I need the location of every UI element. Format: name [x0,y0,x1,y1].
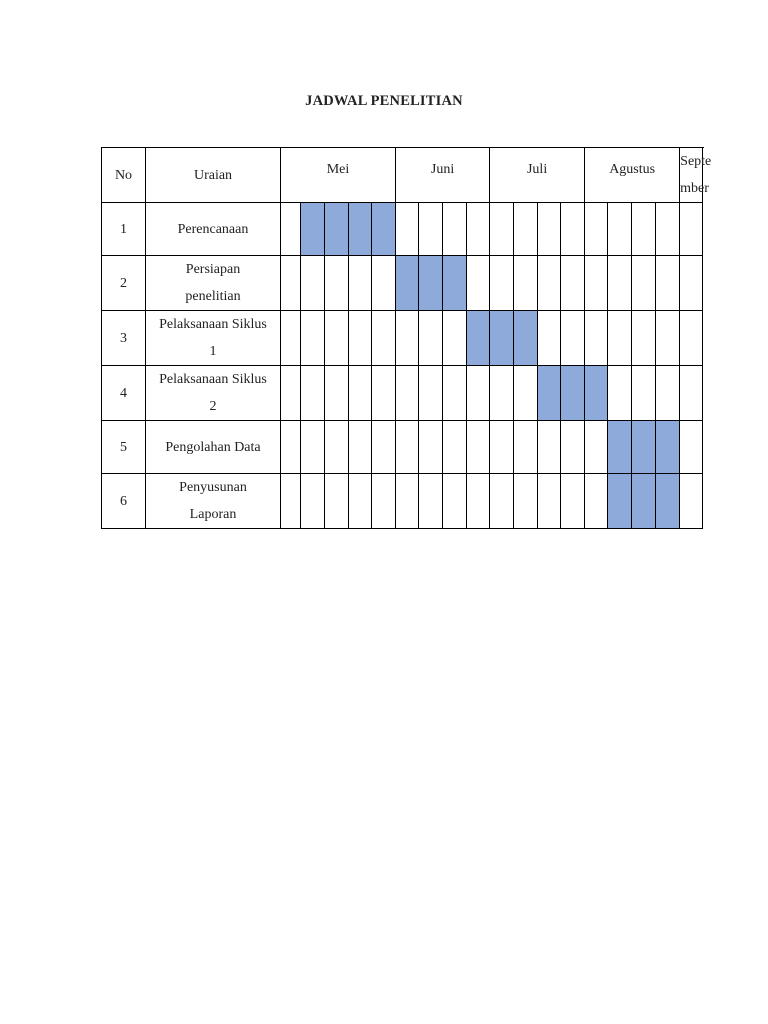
schedule-cell-filled [443,256,467,311]
table-row [102,474,703,529]
schedule-cell [467,421,490,474]
schedule-cell [301,474,325,529]
schedule-cell [490,203,514,256]
schedule-cell [608,256,632,311]
schedule-cell [680,366,703,421]
schedule-cell [656,203,680,256]
schedule-cell-filled [608,421,632,474]
schedule-cell [281,474,301,529]
schedule-cell-filled [349,203,372,256]
row-number: 3 [102,311,146,366]
schedule-cell [585,256,608,311]
schedule-cell [680,256,703,311]
schedule-cell [443,421,467,474]
schedule-cell-filled [561,366,585,421]
schedule-cell [538,474,561,529]
row-uraian: Pelaksanaan Siklus 2 [146,366,281,421]
schedule-cell [608,311,632,366]
month-header-agustus: Agustus [585,148,680,203]
schedule-cell-filled [585,366,608,421]
schedule-cell [467,203,490,256]
schedule-cell [608,366,632,421]
schedule-cell [281,366,301,421]
schedule-cell [514,203,538,256]
schedule-cell [632,366,656,421]
schedule-cell [561,311,585,366]
schedule-cell [349,421,372,474]
schedule-cell [490,474,514,529]
schedule-cell [490,421,514,474]
schedule-cell-filled [301,203,325,256]
header-no: No [102,148,146,203]
schedule-cell-filled [632,421,656,474]
schedule-cell [467,256,490,311]
row-number: 5 [102,421,146,474]
schedule-cell [301,311,325,366]
schedule-cell [301,256,325,311]
schedule-cell-filled [514,311,538,366]
schedule-cell [680,474,703,529]
schedule-cell [514,474,538,529]
schedule-cell [561,421,585,474]
schedule-cell [443,474,467,529]
schedule-cell [680,203,703,256]
schedule-cell [396,474,419,529]
schedule-cell [656,366,680,421]
schedule-cell [656,256,680,311]
schedule-cell [419,366,443,421]
schedule-cell-filled [490,311,514,366]
schedule-cell-filled [608,474,632,529]
schedule-cell [585,311,608,366]
row-uraian: Penyusunan Laporan [146,474,281,529]
schedule-cell [349,474,372,529]
schedule-cell [585,421,608,474]
schedule-cell [656,311,680,366]
schedule-cell [538,421,561,474]
schedule-cell [632,311,656,366]
table-row [102,421,703,474]
row-number: 1 [102,203,146,256]
schedule-cell [490,256,514,311]
schedule-cell-filled [656,421,680,474]
row-number: 2 [102,256,146,311]
schedule-cell-filled [467,311,490,366]
schedule-cell [561,474,585,529]
header-uraian: Uraian [146,148,281,203]
schedule-cell [467,474,490,529]
table-row [102,203,703,256]
row-uraian: Perencanaan [146,203,281,256]
schedule-cell [419,421,443,474]
row-uraian: Pelaksanaan Siklus 1 [146,311,281,366]
row-number: 4 [102,366,146,421]
schedule-cell [608,203,632,256]
schedule-cell [281,311,301,366]
schedule-cell [281,203,301,256]
schedule-cell [372,311,396,366]
schedule-cell [443,366,467,421]
schedule-cell-filled [419,256,443,311]
schedule-cell [585,474,608,529]
schedule-table [101,147,712,529]
schedule-cell [514,421,538,474]
schedule-cell [419,474,443,529]
schedule-cell [325,311,349,366]
schedule-cell-filled [632,474,656,529]
header-row [102,148,703,203]
table-row [102,311,703,366]
schedule-cell [325,256,349,311]
schedule-cell [301,366,325,421]
schedule-cell [349,366,372,421]
document-title: JADWAL PENELITIAN [305,93,463,109]
schedule-cell [396,311,419,366]
schedule-cell [419,203,443,256]
schedule-cell [325,366,349,421]
schedule-cell [538,311,561,366]
schedule-cell [490,366,514,421]
schedule-cell [514,366,538,421]
schedule-cell [561,256,585,311]
schedule-cell [680,421,703,474]
schedule-cell-filled [538,366,561,421]
schedule-cell [372,366,396,421]
schedule-cell [538,203,561,256]
schedule-cell [561,203,585,256]
schedule-cell [325,474,349,529]
schedule-cell [372,421,396,474]
month-header-september: Septe mber [680,148,703,203]
table-row [102,366,703,421]
schedule-cell [443,311,467,366]
month-header-juli: Juli [490,148,585,203]
schedule-cell [281,421,301,474]
schedule-cell [538,256,561,311]
schedule-cell [419,311,443,366]
schedule-cell [372,474,396,529]
row-uraian: Pengolahan Data [146,421,281,474]
table-row [102,256,703,311]
schedule-cell [632,203,656,256]
schedule-cell [301,421,325,474]
schedule-cell [632,256,656,311]
schedule-cell [349,311,372,366]
schedule-cell [325,421,349,474]
schedule-cell-filled [396,256,419,311]
month-header-juni: Juni [396,148,490,203]
schedule-cell [349,256,372,311]
schedule-cell [372,256,396,311]
row-uraian: Persiapan penelitian [146,256,281,311]
schedule-cell-filled [325,203,349,256]
schedule-cell-filled [372,203,396,256]
schedule-cell [396,203,419,256]
schedule-cell [396,366,419,421]
schedule-cell [467,366,490,421]
schedule-cell [443,203,467,256]
schedule-cell [281,256,301,311]
schedule-cell [514,256,538,311]
schedule-cell [680,311,703,366]
schedule-cell [396,421,419,474]
schedule-cell-filled [656,474,680,529]
row-number: 6 [102,474,146,529]
month-header-mei: Mei [281,148,396,203]
schedule-cell [585,203,608,256]
